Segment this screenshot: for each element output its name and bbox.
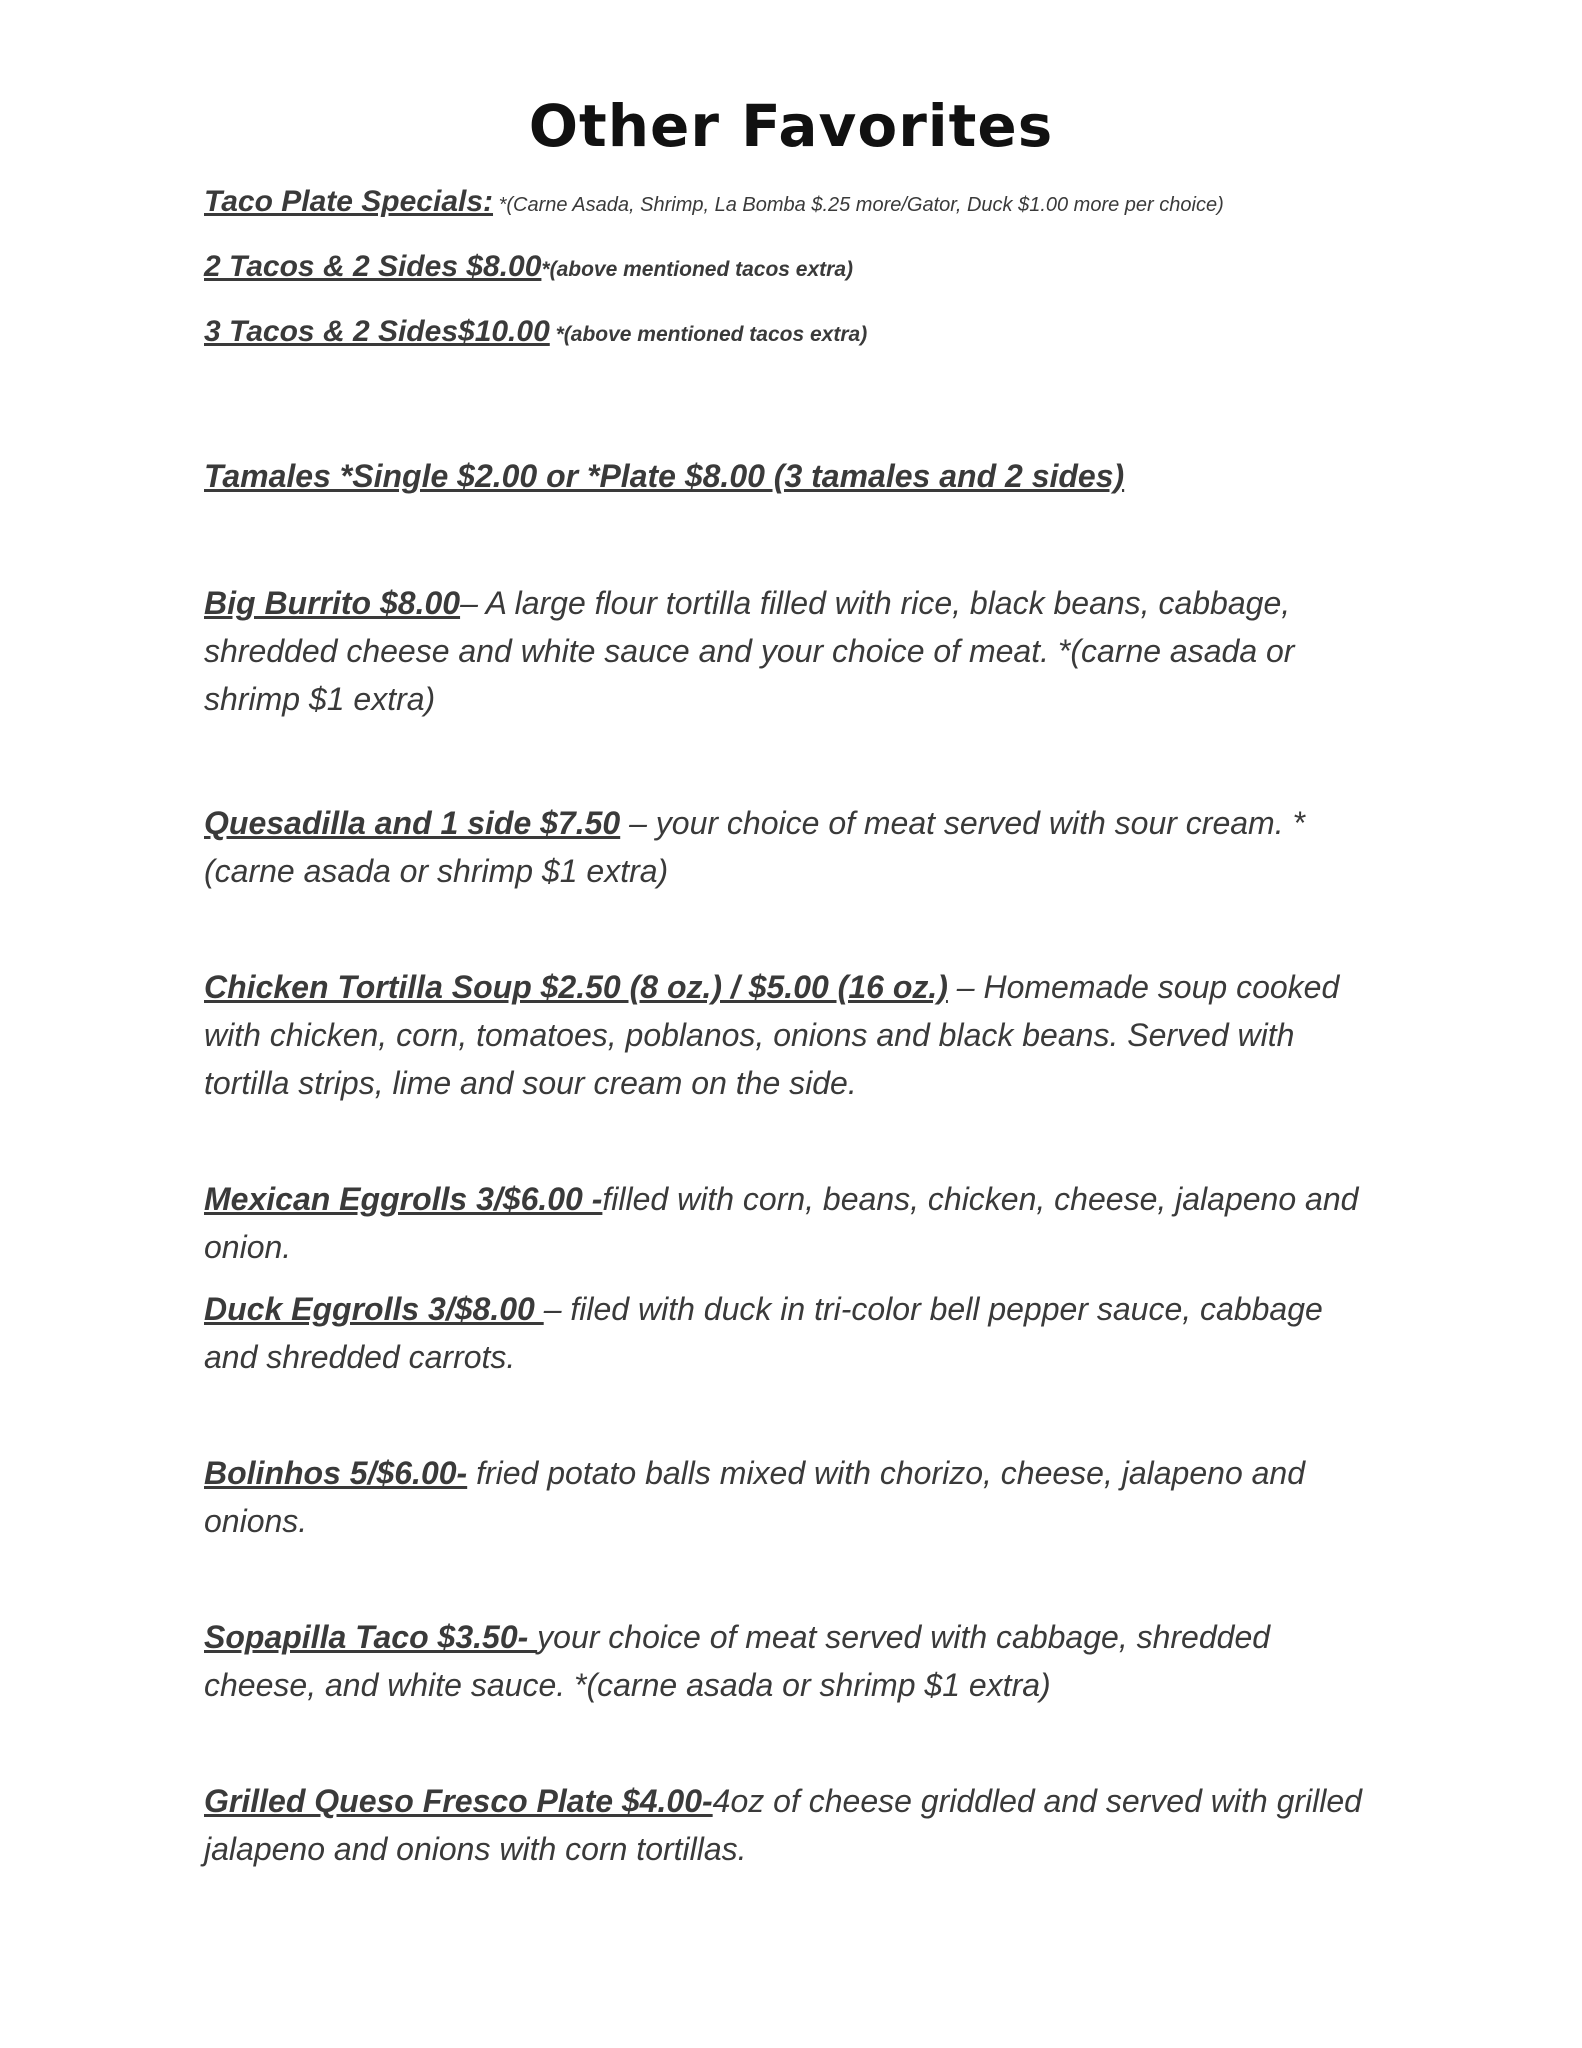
taco-option-3-tacos	[204, 308, 1384, 359]
menu-item-name: Tamales *Single $2.00 or *Plate $8.00 (3 tamales and 2 sides)	[204, 458, 1125, 494]
taco-option-note: *(above mentioned tacos extra)	[541, 258, 854, 281]
menu-item-description: your choice of meat served with cabbage, shredded cheese, and white sauce. *(carne asada or shrimp $1 extra)	[204, 1619, 1271, 1703]
menu-item-tamales	[204, 452, 1384, 500]
page-title: Other Favorites	[528, 92, 1054, 160]
menu-item-big-burrito	[204, 579, 1384, 723]
taco-specials-note: *(Carne Asada, Shrimp, La Bomba $.25 more/Gator, Duck $1.00 more per choice)	[493, 194, 1224, 216]
menu-item-name: Duck Eggrolls 3/$8.00	[204, 1291, 544, 1327]
menu-item-name: Grilled Queso Fresco Plate $4.00-	[204, 1783, 713, 1819]
menu-item-name: Mexican Eggrolls 3/$6.00 -	[204, 1181, 603, 1217]
taco-option-note: *(above mentioned tacos extra)	[549, 323, 868, 346]
menu-item-description: – Homemade soup cooked with chicken, corn, tomatoes, poblanos, onions and black beans. Served with tortilla strips, lime and sour cream on the side.	[204, 969, 1340, 1101]
menu-item-name: Big Burrito $8.00	[204, 585, 461, 621]
menu-item-bolinhos	[204, 1449, 1384, 1545]
taco-option-name: 2 Tacos & 2 Sides $8.00	[204, 250, 542, 283]
menu-item-description: – filed with duck in tri-color bell pepper sauce, cabbage and shredded carrots.	[204, 1291, 1323, 1375]
menu-item-description: – your choice of meat served with sour cream. *(carne asada or shrimp $1 extra)	[204, 805, 1305, 889]
taco-option-name: 3 Tacos & 2 Sides$10.00	[204, 315, 550, 348]
taco-option-2-tacos	[204, 243, 1384, 294]
menu-content	[204, 178, 1384, 1873]
menu-item-description: 4oz of cheese griddled and served with grilled jalapeno and onions with corn tortillas.	[204, 1783, 1362, 1867]
menu-item-name: Bolinhos 5/$6.00-	[204, 1455, 468, 1491]
menu-item-grilled-queso-fresco	[204, 1777, 1384, 1873]
menu-item-description: – A large flour tortilla filled with rice, black beans, cabbage, shredded cheese and white sauce and your choice of meat. *(carne asada or shrimp $1 extra)	[204, 585, 1295, 717]
menu-item-sopapilla-taco	[204, 1613, 1384, 1709]
menu-item-chicken-tortilla-soup	[204, 963, 1384, 1107]
menu-item-name: Chicken Tortilla Soup $2.50 (8 oz.) / $5.00 (16 oz.)	[204, 969, 948, 1005]
menu-item-quesadilla	[204, 799, 1384, 895]
menu-item-duck-eggrolls	[204, 1285, 1384, 1381]
menu-item-name: Quesadilla and 1 side $7.50	[204, 805, 621, 841]
menu-item-name: Sopapilla Taco $3.50-	[204, 1619, 538, 1655]
taco-specials-heading-row	[204, 178, 1384, 229]
menu-item-description: filled with corn, beans, chicken, cheese, jalapeno and onion.	[204, 1181, 1359, 1265]
menu-item-description: fried potato balls mixed with chorizo, cheese, jalapeno and onions.	[204, 1455, 1306, 1539]
menu-item-mexican-eggrolls	[204, 1175, 1384, 1271]
taco-specials-heading: Taco Plate Specials:	[204, 185, 494, 218]
